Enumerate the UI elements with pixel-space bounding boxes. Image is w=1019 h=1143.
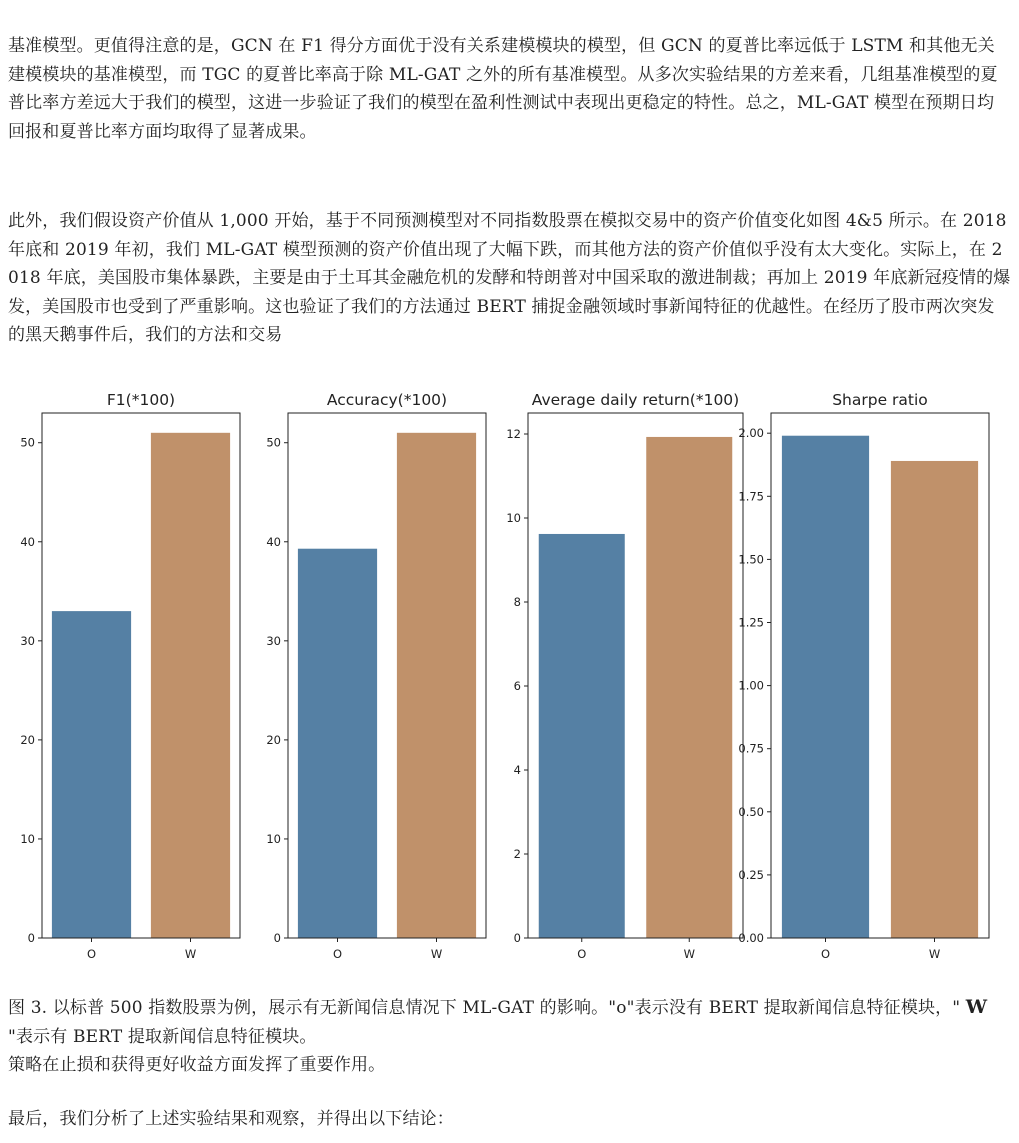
chart-svg (0, 380, 265, 980)
bar-w (646, 437, 732, 938)
paragraph-conclusion: 最后，我们分析了上述实验结果和观察，并得出以下结论： (8, 1109, 454, 1129)
y-tick-label: 12 (506, 427, 521, 441)
bar-w (151, 433, 230, 938)
chart-svg (490, 380, 748, 980)
bar-w (891, 461, 978, 938)
y-tick-label: 50 (20, 435, 35, 450)
chart-f1 (0, 380, 265, 980)
y-tick-label: 2.00 (738, 426, 764, 441)
y-tick-label: 30 (20, 633, 35, 648)
y-tick-label: 10 (506, 511, 521, 525)
y-tick-label: 1.25 (738, 615, 764, 630)
y-tick-label: 0.25 (738, 867, 764, 882)
y-tick-label: 0 (273, 931, 281, 945)
y-tick-label: 10 (266, 831, 281, 846)
y-tick-label: 2 (513, 847, 521, 861)
y-tick-label: 0.75 (738, 741, 764, 756)
y-tick-label: 4 (513, 763, 521, 777)
y-tick-label: 40 (266, 534, 281, 549)
chart-title: Average daily return(*100) (531, 391, 740, 409)
x-tick-label: O (577, 947, 587, 961)
x-tick-label: O (820, 947, 831, 961)
caption-text-2: "表示有 BERT 提取新闻信息特征模块。 (8, 1026, 317, 1047)
chart-sharpe-ratio (728, 380, 1019, 980)
chart-average-daily-return (490, 380, 748, 980)
bar-w (397, 433, 476, 938)
chart-accuracy (245, 380, 510, 980)
x-tick-label: W (430, 947, 443, 961)
figure-caption (8, 993, 1011, 1080)
y-tick-label: 40 (20, 534, 35, 549)
x-tick-label: W (184, 947, 197, 961)
y-tick-label: 0 (27, 931, 35, 945)
paragraph-asset-value: 此外，我们假设资产价值从 1,000 开始，基于不同预测模型对不同指数股票在模拟交易中的资产价值变化如图 4&5 所示。在 2018 年底和 2019 年初，我们 ML-GAT 模型预测的资产价值出现了大幅下跌，而其他方法的资产价值似乎没有太大变化。实际上，在 2018 年底，美国股市集体暴跌，主要是由于土耳其金融危机的发酵和特朗普对中国采取的激进制裁；再加上 2019 年底新冠疫情的爆发，美国股市也受到了严重影响。这也验证了我们的方法通过 BERT 捕捉金融领域时事新闻特征的优越性。在经历了股市两次突发的黑天鹅事件后，我们的方法和交易 (8, 211, 1011, 345)
x-tick-label: O (86, 947, 97, 961)
chart-svg (728, 380, 1019, 980)
chart-svg (245, 380, 510, 980)
y-tick-label: 6 (513, 679, 521, 693)
bar-o (52, 611, 131, 938)
y-tick-label: 20 (20, 732, 35, 747)
y-tick-label: 0 (513, 931, 521, 945)
bar-o (298, 549, 377, 938)
x-tick-label: O (332, 947, 343, 961)
y-tick-label: 1.00 (738, 678, 764, 693)
bar-o (539, 534, 625, 938)
caption-text-1: 图 3. 以标普 500 指数股票为例，展示有无新闻信息情况下 ML-GAT 的影响。"o"表示没有 BERT 提取新闻信息特征模块，" (8, 998, 966, 1018)
chart-title: F1(*100) (106, 391, 176, 409)
y-tick-label: 10 (20, 831, 35, 846)
y-tick-label: 30 (266, 633, 281, 648)
paragraph-results: 基准模型。更值得注意的是，GCN 在 F1 得分方面优于没有关系建模模块的模型，但 GCN 的夏普比率远低于 LSTM 和其他无关建模模块的基准模型，而 TGC 的夏普比率高于除 ML-GAT 之外的所有基准模型。从多次实验结果的方差来看，几组基准模型的夏普比率方差远大于我们的模型，这进一步验证了我们的模型在盈利性测试中表现出更稳定的特性。总之，ML-GAT 模型在预期日均回报和夏普比率方面均取得了显著成果。 (8, 36, 998, 142)
y-tick-label: 1.75 (738, 489, 764, 504)
y-tick-label: 8 (513, 595, 521, 609)
y-tick-label: 0.00 (738, 931, 764, 945)
x-tick-label: W (683, 947, 695, 961)
y-tick-label: 50 (266, 435, 281, 450)
bar-o (782, 436, 869, 938)
caption-bold-w: W (965, 996, 988, 1018)
x-tick-label: W (928, 947, 941, 961)
chart-title: Sharpe ratio (832, 391, 928, 409)
y-tick-label: 0.50 (738, 804, 764, 819)
chart-title: Accuracy(*100) (326, 391, 448, 409)
y-tick-label: 20 (266, 732, 281, 747)
caption-text-3: 策略在止损和获得更好收益方面发挥了重要作用。 (8, 1055, 386, 1075)
y-tick-label: 1.50 (738, 552, 764, 567)
